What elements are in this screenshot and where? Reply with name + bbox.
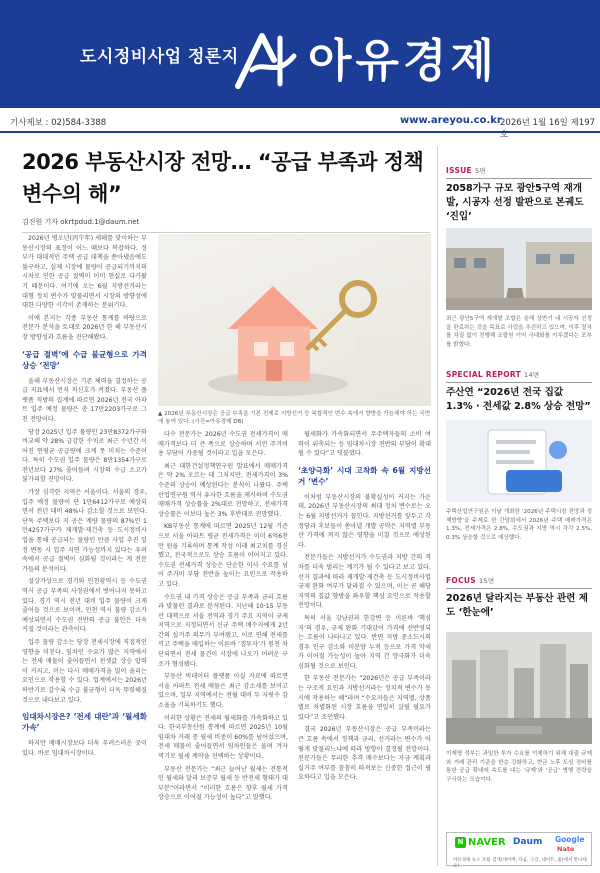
paragraph: 수도권 내 가격 상승은 공급 부족과 금리 흐름과 맞물린 결과로 분석된다. 지난해 10·15 부동산 대책으로 서울 전역과 경기 주요 지역이 규제지역으로 지정되면서 신규 주택 매수자에게 2년간의 실거주 의무가 부여됐고, 이로 인해 전세를 끼고 주택을 매입하는 이른바 ‘갭투자’가 원천 차단되면서 전세 물건이 시장에 나오기 어려운 구조가 형성됐다.	[158, 593, 288, 668]
special-photo	[446, 420, 592, 502]
document-illustration	[446, 420, 592, 502]
paragraph: KB부동산 통계에 따르면 2025년 12월 기준으로 서울 아파트 평균 전세가격은 이미 6억6천만 원을 기록하며 통계 작성 이래 최고치를 경신했고, 전국적으로도 상승 흐름이 이어지고 있다. 수도권 전세가격 상승은 단순한 이사 수요를 넘어 주거비 부담 전반을 높이는 요인으로 작용하고 있다.	[158, 523, 288, 588]
photo-caption: ▲ 2026년 부동산시장은 공급 부족을 기본 전제로 지방선거 등 복합적인 변수 속에서 향방을 가늠해야 하는 국면에 놓여 있다. (사진=아유경제 DB)	[158, 411, 431, 425]
focus-headline[interactable]: 2026년 달라지는 부동산 관련 제도 ‘한눈에’	[446, 593, 589, 618]
focus-photo	[446, 632, 592, 744]
issue-headline[interactable]: 2058가구 규모 광안5구역 재개발, 시공자 선정 발판으로 본궤도 ‘진입’	[446, 183, 584, 222]
focus-page: 15면	[479, 577, 495, 585]
paragraph: 하지만 매매시장보다 더욱 우려스러운 곳이 있다. 바로 임대차시장이다.	[22, 740, 147, 757]
masthead	[0, 0, 600, 108]
tip-phone: 기사제보 : 02)584-3388	[10, 118, 107, 128]
article-column-3	[298, 430, 431, 865]
divider	[446, 588, 592, 589]
alley-photo-illustration	[446, 228, 592, 310]
paragraph: 월세화가 가속화되면서 무주택자들의 소비 여력이 위축되는 등 임대차시장 전반의 부담이 확대될 수 있다”고 덧붙였다.	[298, 431, 431, 458]
paragraph: 결국 2026년 부동산시장은 공급 부족이라는 큰 흐름 속에서 정책과 금리, 선거라는 변수가 어떻게 맞물리느냐에 따라 방향이 결정될 전망이다. 전문가들은 무리한 추격 매수보다는 자금 계획과 실거주 여부를 꼼꼼히 따져보는 신중한 접근이 필요하다고 입을 모은다.	[298, 726, 431, 782]
portal-search-banner[interactable]	[446, 832, 592, 869]
paragraph: 부동산 빅데이터 플랫폼 아실 자료에 따르면 서울 아파트 전세 매물은 최근 감소세를 보이고 있으며, 일부 지역에서는 전월 대비 두 자릿수 감소율을 기록하기도 했다.	[158, 673, 288, 710]
column-divider	[437, 146, 438, 866]
article-column-2	[158, 430, 288, 865]
paragraph: 2026년 병오년(丙午年) 새해를 맞이하는 부동산시장의 표정이 어느 때보다 복잡하다. 정부가 대대적인 주택 공급 대책을 쏟아냈음에도 불구하고, 실제 시장에 물량이 공급되기까지의 시차로 인한 공급 절벽이 이미 현실로 다가왔기 때문이다. 여기에 오는 6월 지방선거라는 대형 정치 변수가 맞물리면서 시장의 방향성에 대한 다양한 시각이 존재하는 분위기다.	[22, 235, 147, 310]
paragraph: 이에 본지는 각종 부동산 통계를 바탕으로 전문가 분석을 토대로 2026년 한 해 부동산시장 방향성과 흐름을 진단해봤다.	[22, 314, 147, 341]
special-page: 14면	[524, 371, 540, 379]
focus-label	[446, 576, 494, 585]
site-url[interactable]: www.areyou.co.kr	[400, 115, 502, 126]
article-column-1	[22, 234, 147, 864]
paragraph: 당장 2025년 입주 물량인 23만8372가구와 비교해 약 28% 급감한 수치로 최근 수년간 이어진 연평균 공급량에 크게 못 미치는 수준이다. 특히 수도권 입주 물량은 8만1354가구로 전년보다 27% 줄어들며 시장의 수급 소고가 불가피할 전망이다.	[22, 428, 147, 484]
paragraph: 입주 물량 감소는 당장 전세시장에 직접적인 영향을 미친다. 임차인 수요가 많은 지역에서는 전세 매물이 줄어들면서 전셋값 상승 압력이 커지고, 이는 다시 매매가격을 밀어 올리는 요인으로 작용할 수 있다. 업계에서는 2026년 하반기로 갈수록 수급 불균형이 더욱 뚜렷해질 것으로 내다보고 있다.	[22, 638, 147, 704]
paragraph: 이처럼 부동산시장의 불확실성이 커지는 가운데, 2026년 부동산시장의 최대 정치 변수로는 오는 6월 지방선거가 꼽힌다. 지방선거를 앞두고 각 정당과 후보들이 쏟아낼 개발 공약은 지역별 부동산 가격에 적지 않은 영향을 미칠 것으로 예상된다.	[298, 493, 431, 549]
article-photo	[158, 234, 431, 406]
focus-summary: 이재명 정부는 과밀한 투자 수요를 억제하기 위해 대출 규제와 거래 관리 기준을 한층 강화하고, 현금 노후 도심 정비를 통한 공급 확대에 속도를 내는 ‘규제’와 ‘공급’ 병행 전략을 구사하는 모습이다.	[446, 751, 592, 783]
issue-label-text: ISSUE	[446, 166, 472, 175]
paragraph: 전문가들은 지방선거가 수도권과 지방 간의 격차를 더욱 벌리는 계기가 될 수 있다고 보고 있다. 선거 결과에 따라 재개발·재건축 등 도시정비사업 규제 완화 여부가 달라질 수 있으며, 이는 곧 해당 지역의 집값 향방을 좌우할 핵심 요인으로 작용할 전망이다.	[298, 554, 431, 610]
subheading: 임대차시장은? ‘전세 대란’과 ‘월세화 가속’	[22, 712, 147, 733]
paragraph: 부동산 전문가는 “최근 늘어난 월세는 전통적인 월세와 달리 보증부 월세 등 반전세 형태가 대부분”이라면서 “이러한 흐름은 향후 월세 가격 상승으로 이어질 가능성이 높다”고 말했다.	[158, 765, 288, 802]
divider	[446, 178, 592, 179]
info-bar	[0, 113, 600, 140]
special-label-text: SPECIAL REPORT	[446, 370, 522, 379]
divider	[446, 382, 592, 383]
logo-mark-icon	[232, 30, 302, 90]
paragraph: 다수 전문가는 2026년 수도권 전세가격이 매매가격보다 더 큰 폭으로 상승하며 서민 주거비용 부담이 가중될 것이라고 입을 모은다.	[158, 431, 288, 458]
issue-page: 5면	[474, 167, 486, 175]
subheading: ‘초양극화’ 시대 고착화 속 6월 지방선거 ‘변수’	[298, 465, 431, 486]
special-summary: 주택산업연구원은 이날 개최한 ‘2026년 주택시장 전망과 정책방향’을 주제로 한 간담회에서 2026년 주택 매매가격은 1.3%, 전세가격은 2.8%, 수도권과 지방 역시 각각 2.5%, 0.3% 상승할 것으로 예상했다.	[446, 509, 592, 541]
google-icon: Google	[555, 835, 585, 844]
issue-photo	[446, 228, 592, 310]
naver-label: NAVER	[468, 837, 506, 848]
nate-icon: Nate	[557, 845, 575, 853]
paragraph: 이러한 상황은 전세의 월세화를 가속화하고 있다. 한국부동산원 통계에 따르면 2025년 10월 임대차 거래 중 월세 비중이 60%를 넘어섰으며, 전세 매물이 줄어들면서 임차인들은 울며 겨자 먹기로 월세 계약을 선택하는 상황이다.	[158, 714, 288, 760]
article-headline: 2026 부동산시장 전망… “공급 부족과 정책 변수의 해”	[22, 150, 424, 206]
article-byline: 김진원 기자 okrtpdud.1@daum.net	[22, 217, 430, 233]
daum-icon: Daum	[513, 837, 543, 847]
special-label	[446, 370, 540, 379]
house-key-illustration	[158, 234, 431, 406]
portal-note: 아유경제 뉴스 포털 검색(네이버, 다음, 구글, 네이트, 줌)에서 만나세요!	[453, 858, 587, 869]
masthead-title: 아유경제	[308, 34, 498, 87]
paragraph: 최근 대한건설정책연구원 발표에서 매매가격은 약 2% 오르는 데 그치지만, 전세가격이 3% 수준의 상승이 예상된다는 분석이 나왔다. 주택산업연구원 역시 유사한 흐름을 제시하며 수도권 매매가격 상승률을 2%대로 전망하고, 전세가격 상승률은 이보다 높은 3% 후반대로 전망했다.	[158, 462, 288, 518]
issue-date: 2026년 1월 16일 제197호	[500, 118, 596, 140]
special-headline[interactable]: 주산연 “2026년 전국 집값 1.3% · 전세값 2.8% 상승 전망”	[446, 387, 591, 412]
subheading: ‘공급 절벽’에 수급 불균형으로 가격 상승 ‘전망’	[22, 349, 147, 370]
issue-label	[446, 166, 486, 175]
masthead-tagline: 도시정비사업 정론지	[80, 47, 239, 67]
focus-label-text: FOCUS	[446, 576, 476, 585]
cityscape-illustration	[446, 632, 592, 744]
paragraph: 특히 서울 강남권과 한강변 등 이른바 ‘핵심지’의 경우, 규제 완화 기대감이 가격에 선반영되는 흐름이 나타나고 있다. 반면 지방 중소도시의 경우 인구 감소와 미분양 누적 등으로 가격 약세가 이어질 가능성이 높아 지역 간 양극화가 더욱 심화될 것으로 보인다.	[298, 614, 431, 670]
issue-summary: 최근 광안5구역 재개발 조합은 올해 상반기 내 시공자 선정을 완료하는 것을 목표로 사업을 추진하고 있으며, 이후 절차를 차질 없이 진행해 조합원 이익 극대화를 이루겠다는 포부를 밝혔다.	[446, 316, 592, 348]
naver-icon: N NAVER	[455, 837, 506, 848]
paragraph: 설상가상으로 경기와 인천광역시 등 수도권 역시 공급 부족의 사정권에서 벗어나지 못하고 있다. 경기 역시 전년 대비 입주 물량이 크게 줄어들 것으로 보이며, 인천 역시 물량 감소가 예상되면서 수도권 전반의 공급 불안은 더욱 커질 것이라는 관측이다.	[22, 578, 147, 634]
paragraph: 올해 부동산시장은 기존 체력을 결정하는 공급 지표에서 먼저 적신호가 켜졌다. 부동산 플랫폼 직방의 집계에 따르면 2026년 전국 아파트 입주 예정 물량은 총 17만2203가구로 그친 전망이다.	[22, 377, 147, 423]
paragraph: 한 부동산 전문가는 “2026년은 공급 부족이라는 구조적 요인과 지방선거라는 정치적 변수가 동시에 작용하는 해”라며 “수요자들은 지역별, 상품별로 차별화된 시장 흐름을 면밀히 살필 필요가 있다”고 조언했다.	[298, 675, 431, 721]
paragraph: 가장 심각한 지역은 서울이다. 서울의 경우, 입주 예정 물량이 단 1만6412가구로 예상되면서 전년 대비 48%나 감소할 것으로 보인다. 단독 주택보다 지 공은 계량 물량의 87%인 1만4257가구가 재개발·재건축 등 도시정비사업을 통해 공급되는 물량인 만큼 사업 추진 일정 변동 시 입주 지연 가능성까지 있다는 우려 속에서 공급 절벽이 심화될 것이라는 게 전문가들의 분석이다.	[22, 489, 147, 573]
